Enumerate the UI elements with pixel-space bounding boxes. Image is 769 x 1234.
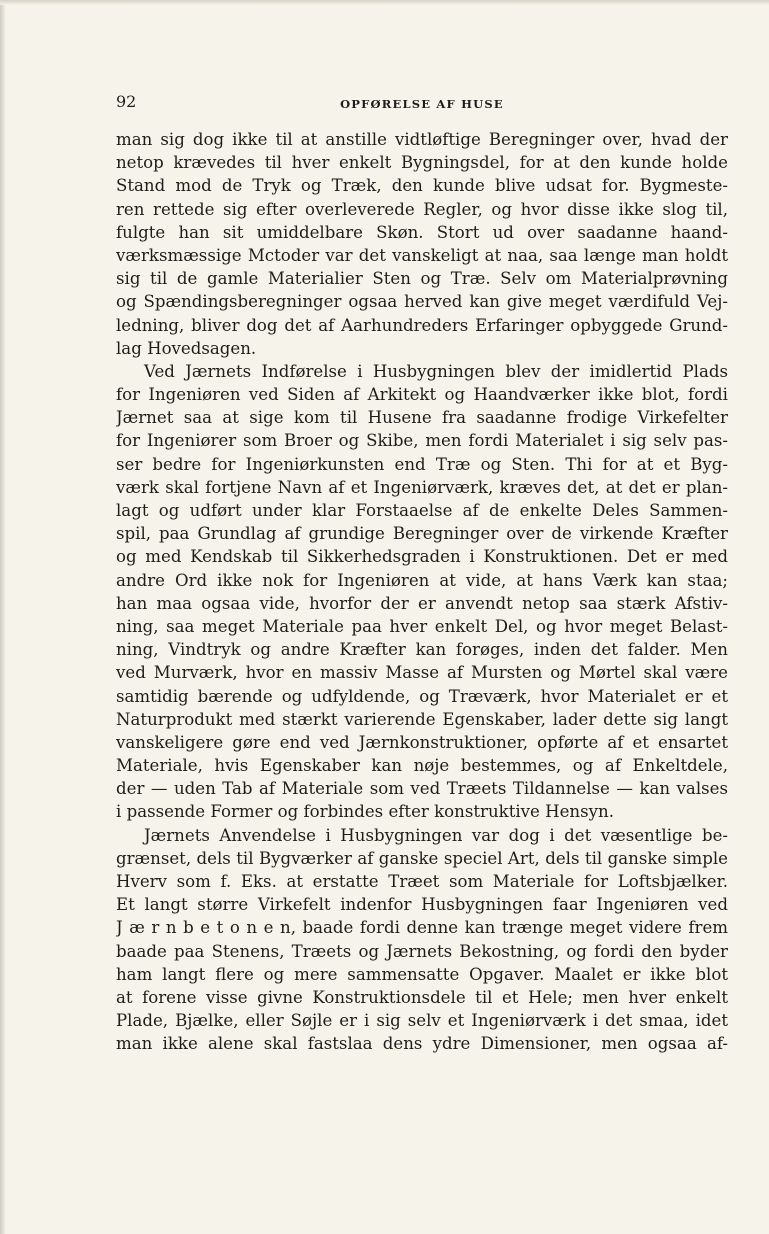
text-line: Ved Jærnets Indførelse i Husbygningen blev der imidlertid Plads — [144, 361, 728, 381]
text-line: netop krævedes til hver enkelt Bygningsdel, for at den kunde holde — [116, 153, 728, 173]
text-line: andre Ord ikke nok for Ingeniøren at vide, at hans Værk kan staa; — [116, 570, 728, 590]
text-line: ser bedre for Ingeniørkunsten end Træ og Sten. Thi for at et Byg- — [116, 454, 728, 474]
text-line: han maa ogsaa vide, hvorfor der er anvendt netop saa stærk Afstiv- — [116, 593, 728, 613]
text-line: man ikke alene skal fastslaa dens ydre Dimensioner, men ogsaa af- — [116, 1034, 728, 1054]
text-line: i passende Former og forbindes efter konstruktive Hensyn. — [116, 802, 614, 822]
page-edge-shadow-top — [0, 0, 769, 5]
page-edge-shadow-left — [0, 0, 6, 1234]
text-line: Jærnet saa at sige kom til Husene fra saadanne frodige Virkefelter — [116, 408, 728, 428]
text-line: og Spændingsberegninger ogsaa herved kan give meget værdifuld Vej- — [116, 292, 728, 312]
body-text — [116, 128, 728, 1056]
paragraph-1 — [116, 128, 728, 360]
text-line: lagt og udført under klar Forstaaelse af de enkelte Deles Sammen- — [116, 501, 728, 520]
text-line: Stand mod de Tryk og Træk, den kunde blive udsat for. Bygmeste- — [116, 176, 728, 196]
text-line: ham langt flere og mere sammensatte Opgaver. Maalet er ikke blot — [116, 964, 728, 984]
text-line: for Ingeniører som Broer og Skibe, men fordi Materialet i sig selv pas- — [116, 431, 728, 451]
paragraph-2 — [116, 360, 728, 824]
text-line: ning, Vindtryk og andre Kræfter kan forøges, inden det falder. Men — [116, 640, 728, 660]
text-line: ledning, bliver dog det af Aarhundreders Erfaringer opbyggede Grund- — [116, 315, 728, 335]
text-line: Plade, Bjælke, eller Søjle er i sig selv et Ingeniørværk i det smaa, idet — [116, 1011, 728, 1031]
text-line: fulgte han sit umiddelbare Skøn. Stort ud over saadanne haand- — [116, 222, 728, 242]
text-line: vanskeligere gøre end ved Jærnkonstruktioner, opførte af et ensartet — [116, 732, 728, 752]
paragraph-3 — [116, 824, 728, 1056]
text-line: lag Hovedsagen. — [116, 338, 257, 358]
text-line: Naturprodukt med stærkt varierende Egenskaber, lader dette sig langt — [116, 709, 728, 729]
text-line: at forene visse givne Konstruktionsdele til et Hele; men hver enkelt — [116, 987, 728, 1007]
text-line: sig til de gamle Materialier Sten og Træ. Selv om Materialprøvning — [116, 269, 728, 289]
page-number: 92 — [116, 92, 137, 111]
text-line: værk skal fortjene Navn af et Ingeniørværk, kræves det, at det er plan- — [116, 477, 728, 497]
page-header — [116, 92, 728, 114]
text-line: Jærnets Anvendelse i Husbygningen var dog i det væsentlige be- — [144, 825, 728, 845]
text-line: værksmæssige Mctoder var det vanskeligt at naa, saa længe man holdt — [116, 245, 728, 265]
text-line: ren rettede sig efter overleverede Regler, og hvor disse ikke slog til, — [116, 199, 728, 219]
text-line: samtidig bærende og udfyldende, og Træværk, hvor Materialet er et — [116, 686, 728, 706]
text-line: man sig dog ikke til at anstille vidtløftige Beregninger over, hvad der — [116, 130, 728, 149]
text-line: og med Kendskab til Sikkerhedsgraden i Konstruktionen. Det er med — [116, 547, 728, 567]
text-line: ning, saa meget Materiale paa hver enkelt Del, og hvor meget Belast- — [116, 616, 728, 636]
text-line: der — uden Tab af Materiale som ved Træets Tildannelse — kan valses — [116, 779, 728, 799]
text-line: for Ingeniøren ved Siden af Arkitekt og Haandværker ikke blot, fordi — [116, 385, 728, 405]
text-line: spil, paa Grundlag af grundige Beregninger over de virkende Kræfter — [116, 524, 728, 544]
running-title: OPFØRELSE AF HUSE — [340, 97, 504, 111]
text-line: baade paa Stenens, Træets og Jærnets Bekostning, og fordi den byder — [116, 941, 728, 961]
text-line: Et langt større Virkefelt indenfor Husbygningen faar Ingeniøren ved — [116, 895, 728, 915]
text-line: Hverv som f. Eks. at erstatte Træet som Materiale for Loftsbjælker. — [116, 872, 728, 891]
text-line: J æ r n b e t o n e n, baade fordi denne kan trænge meget videre frem — [116, 918, 728, 938]
text-line: grænset, dels til Bygværker af ganske speciel Art, dels til ganske simple — [116, 848, 728, 868]
text-line: ved Murværk, hvor en massiv Masse af Mursten og Mørtel skal være — [116, 663, 728, 683]
text-line: Materiale, hvis Egenskaber kan nøje bestemmes, og af Enkeltdele, — [116, 756, 728, 776]
